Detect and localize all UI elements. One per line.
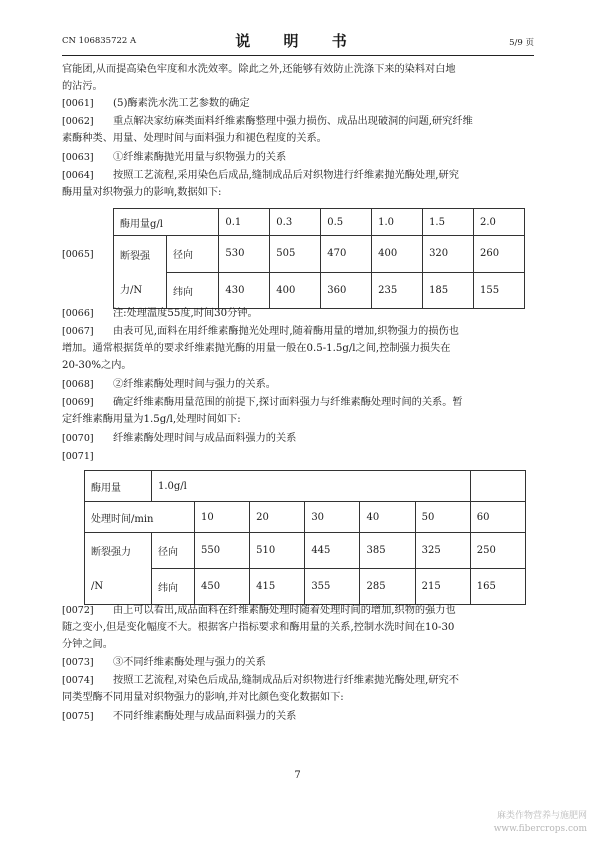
table-row: [114, 236, 525, 273]
paragraph-text: (5)酶素洗水洗工艺参数的确定: [113, 98, 250, 109]
table-cell: 30: [305, 502, 360, 533]
row-label-line: 断裂强: [120, 251, 150, 262]
table-row: [85, 569, 526, 605]
paragraph-number: [0063]: [62, 152, 94, 163]
paragraph-text: 按照工艺流程,采用染色后成品,缝制成品后对织物进行纤维素抛光酶处理,研究: [113, 170, 459, 181]
paragraph-text: ①纤维素酶抛光用量与织物强力的关系: [113, 152, 287, 163]
table-header-cell: 处理时间/min: [85, 502, 195, 533]
text-line: 分钟之间。: [62, 639, 113, 650]
page-header: [62, 30, 534, 50]
paragraph-number: [0071]: [62, 451, 94, 462]
table-cell: 0.3: [270, 209, 321, 236]
paragraph-text: 重点解决家纺麻类面料纤维素酶整理中强力损伤、成品出现破洞的问题,研究纤维: [113, 116, 473, 127]
table-cell: 10: [195, 502, 250, 533]
paragraph-number: [0074]: [62, 675, 94, 686]
paragraph-text: 确定纤维素酶用量范围的前提下,探讨面料强力与纤维素酶处理时间的关系。暂: [113, 397, 463, 408]
table-cell: 510: [250, 533, 305, 569]
table-cell: 40: [360, 502, 415, 533]
table-sub-label: 径向: [167, 236, 219, 273]
table-cell: 450: [195, 569, 250, 605]
page-number: 7: [294, 770, 301, 781]
table-cell: 360: [321, 272, 372, 309]
table-sub-label: 径向: [152, 533, 195, 569]
table-header-cell: 酶用量: [85, 471, 152, 502]
table-cell: 215: [415, 569, 470, 605]
table-cell: 250: [470, 533, 525, 569]
table-cell: 325: [415, 533, 470, 569]
paragraph-number: [0065]: [62, 249, 94, 260]
text-line: 官能团,从而提高染色牢度和水洗效率。除此之外,还能够有效防止洗涤下来的染料对白地: [62, 64, 456, 75]
text-line: 同类型酶不同用量对织物强力的影响,并对比颜色变化数据如下:: [62, 692, 344, 703]
paragraph-text: 不同纤维素酶处理与成品面料强力的关系: [113, 711, 297, 722]
watermark-line: 麻类作物营养与施肥网: [496, 811, 587, 821]
table-row-label: [85, 533, 152, 605]
text-line: 增加。通常根据货单的要求纤维素抛光酶的用量一般在0.5-1.5g/l之间,控制强力损失在: [62, 343, 451, 354]
patent-number: CN 106835722 A: [62, 36, 137, 46]
table-cell: 165: [470, 569, 525, 605]
table-row: [114, 209, 525, 236]
header-divider: [62, 55, 534, 56]
text-line: 素酶种类、用量、处理时间与面料强力和褪色程度的关系。: [62, 133, 327, 144]
table-cell: 1.5: [423, 209, 474, 236]
table-cell: 0.1: [219, 209, 270, 236]
enzyme-dose-strength-table: [113, 208, 525, 309]
paragraph-number: [0062]: [62, 116, 94, 127]
paragraph-number: [0075]: [62, 711, 94, 722]
paragraph-text: 纤维素酶处理时间与成品面料强力的关系: [113, 433, 297, 444]
table-cell: 320: [423, 236, 474, 273]
table-cell: 470: [321, 236, 372, 273]
paragraph-number: [0068]: [62, 379, 94, 390]
paragraph-number: [0070]: [62, 433, 94, 444]
watermark-line: www.fibercrops.com: [493, 824, 587, 834]
paragraph-text: ③不同纤维素酶处理与强力的关系: [113, 657, 266, 668]
paragraph-number: [0061]: [62, 98, 94, 109]
table-cell: 1.0: [372, 209, 423, 236]
table-cell: 400: [372, 236, 423, 273]
page-counter: 5/9 页: [509, 38, 534, 48]
text-line: 的沾污。: [62, 81, 103, 92]
table-header-cell: 酶用量g/l: [114, 209, 219, 236]
table-row: [114, 272, 525, 309]
table-row-label: [114, 236, 167, 309]
table-cell: 60: [470, 502, 525, 533]
text-line: 20-30%之内。: [62, 360, 132, 371]
table-cell: 50: [415, 502, 470, 533]
table-cell: 1.0g/l: [152, 471, 471, 502]
table-cell: 505: [270, 236, 321, 273]
table-cell: 385: [360, 533, 415, 569]
paragraph-number: [0072]: [62, 605, 94, 616]
table-cell: 20: [250, 502, 305, 533]
paragraph-text: 按照工艺流程,对染色后成品,缝制成品后对织物进行纤维素抛光酶处理,研究不: [113, 675, 459, 686]
paragraph-text: 由表可见,面料在用纤维素酶抛光处理时,随着酶用量的增加,织物强力的损伤也: [113, 326, 459, 337]
paragraph-text: ②纤维素酶处理时间与强力的关系。: [113, 379, 276, 390]
table-cell: 155: [473, 272, 524, 309]
table-cell: 430: [219, 272, 270, 309]
table-sub-label: 纬向: [152, 569, 195, 605]
document-title: 说 明 书: [235, 32, 361, 50]
table-row: [85, 533, 526, 569]
paragraph-number: [0066]: [62, 308, 94, 319]
row-label-line: /N: [91, 581, 104, 592]
table-cell: 235: [372, 272, 423, 309]
row-label-line: 断裂强力: [91, 547, 131, 558]
text-line: 定纤维素酶用量为1.5g/l,处理时间如下:: [62, 414, 241, 425]
table-cell: 445: [305, 533, 360, 569]
table-cell: 550: [195, 533, 250, 569]
paragraph-text: 由上可以看出,成品面料在纤维素酶处理时随着处理时间的增加,织物的强力也: [113, 605, 456, 616]
text-line: 酶用量对织物强力的影响,数据如下:: [62, 187, 222, 198]
table-cell: 285: [360, 569, 415, 605]
paragraph-number: [0064]: [62, 170, 94, 181]
paragraph-number: [0073]: [62, 657, 94, 668]
text-line: 随之变小,但是变化幅度不大。根据客户指标要求和酶用量的关系,控制水洗时间在10-30: [62, 622, 455, 633]
table-cell: 2.0: [473, 209, 524, 236]
treatment-time-strength-table: [84, 470, 526, 605]
table-cell: 0.5: [321, 209, 372, 236]
table-cell: 415: [250, 569, 305, 605]
watermark: [462, 810, 587, 836]
paragraph-number: [0069]: [62, 397, 94, 408]
table-row: [85, 471, 526, 502]
row-label-line: 力/N: [120, 285, 143, 296]
table-sub-label: 纬向: [167, 272, 219, 309]
table-cell: 530: [219, 236, 270, 273]
table-cell: 185: [423, 272, 474, 309]
table-cell: 260: [473, 236, 524, 273]
paragraph-number: [0067]: [62, 326, 94, 337]
table-row: [85, 502, 526, 533]
table-cell: 355: [305, 569, 360, 605]
table-cell: 400: [270, 272, 321, 309]
table-cell: [470, 471, 525, 502]
paragraph-text: 注:处理温度55度,时间30分钟。: [113, 308, 258, 319]
